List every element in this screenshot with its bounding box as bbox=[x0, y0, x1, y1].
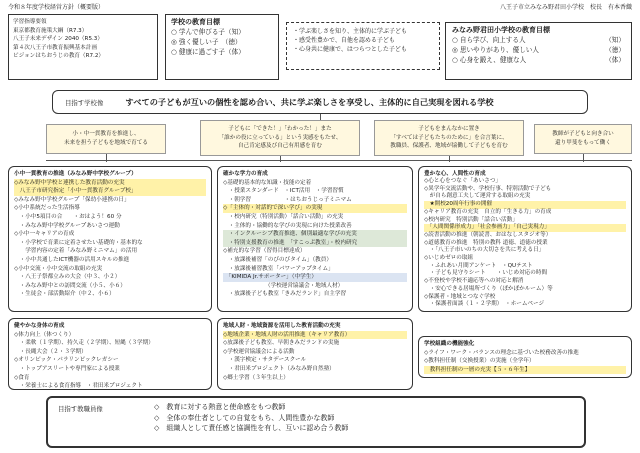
vision-text: すべての子どもが互いの個性を認め合い、共に学ぶ楽しさを享受し、主体的に自己実現を図れる学校 bbox=[125, 96, 494, 107]
connector-line bbox=[449, 156, 450, 162]
teacher-item: ◇ 組織人として責任感と協調性を有し、互いに認め合う教師 bbox=[154, 424, 349, 432]
kimita-goals-box bbox=[445, 22, 632, 80]
connector-line bbox=[583, 154, 584, 162]
theme-box: 小・中一貫教育を推進し、 未来を担う子どもを地域で育てる bbox=[46, 124, 166, 154]
section-title: 確かな学力の育成 bbox=[223, 171, 268, 177]
aspiration-item: ・心身共に健康で、はつらつとした子ども bbox=[293, 46, 407, 53]
policy-item: 東京都教育施策大綱（R7.3） bbox=[13, 27, 88, 34]
teacher-item: ◇ 教育に対する熱意と使命感をもつ教師 bbox=[154, 403, 286, 411]
teacher-label: 目指す教職員像 bbox=[58, 405, 103, 413]
section-ikkan: 小中一貫教育の推進（みなみ野中学校グループ） ◇みなみ野中学校と連携した教育活動の充実 八王子市研究指定「小中一貫教育グループ校」 ◇みなみ野中学校グループ「保幼小連携の日」 ◇小中系統だった生活指導 ・小中5項目の合 ・おはよう！60 分 ・みなみ野中学校グループあいさつ運動 ◇小中一キャリアの育成 ・小学校で育業に定着させたい基礎的・基本的な 学習内容の定着「みなみ野ミニマム」の活用 ・小中共通したICT機器の活用スキルの推進 ◇小中交流・小中交流の取組の充実 ・八王子祭都立みの大会（中３、小２） ・みなみ野中との訪問交流（小５、小６） ・生徒会・部活動紹介（中２、小６） bbox=[8, 166, 212, 312]
connector-line bbox=[320, 114, 321, 120]
kimita-goal-item: ◎ 思いやりがあり、優しい人 （徳） bbox=[452, 46, 625, 54]
school-vision-bar bbox=[52, 90, 588, 114]
connector-line bbox=[46, 160, 632, 161]
section-karada: 健やかな身体の育成 ◇体力向上（体つくり） ・柔軟（１学期）、持久走（２学期）、短縄（３学期） ・長縄大会（２・３学期） ◇オリンピック・パラリンピックレガシー ・トップアスリートや専門家による授業 ◇食育 ・栄養士による食育指導 ・君田米プロジェクト bbox=[8, 318, 212, 390]
aspiration-item: ・学ぶ楽しさを知り、主体的に学ぶ子ども bbox=[293, 28, 408, 35]
kimita-goal-item: ○ 自ら学び、向上する人 （知） bbox=[452, 36, 625, 44]
section-chiiki: 地域人財・地域資源を活用した教育活動の充実 ◇地域企業・地域人財の活用推進（キャリア教育） ◇放課後子ども教室、早朝きみだランドの実施 ◇学校運営協議会による活動 ・漢字検定・サタデースクール ・君田米プロジェクト（みなみ野自然塾） ◇郷土学習（３年生以上） bbox=[217, 318, 413, 390]
teacher-ideal-box bbox=[46, 396, 586, 448]
school-goals-box bbox=[165, 14, 279, 80]
aspirations-box bbox=[286, 22, 440, 70]
school-principal: 八王子市立みなみ野君田小学校 校長 有本香織 bbox=[499, 4, 632, 11]
kimita-goals-title: みなみ野君田小学校の教育目標 bbox=[452, 26, 550, 34]
section-gakuryoku: 確かな学力の育成 ◇基礎的基本的な知識・技能の定着 ・授業スタンダード ・ICT活用 ・学習習慣 ・朝学習 ・はちおうじっ子ミニマム ◇「主体的・対話的で深い学び」の実現 ・校内研究（特別活動）「話合い活動」の充実 ・主体的・協働的な学びの実現に向けた授業改善 ・インクルーシブ教育推進、個別最適な学びの充実 ・特別支援教育の推進 「すこっぷ教室」・校内研究 ◇補充的な学習（習得目標達成） ・放課後補習「のびのびタイム」（教員） ・放課後補習教室「パワーアップタイム」 「KIMIDA Jr.サポーター」（中学生） （学校運営協議会・地域人材） ・放課後子ども教室「きみだランド」自主学習 bbox=[217, 166, 413, 312]
connector-line bbox=[106, 154, 107, 162]
document-title: 令和８年度学校経営方針（概要版） bbox=[8, 4, 105, 11]
section-kokoro: 豊かな心、人間性の育成 ◇心と心をつなぐ「あいさつ」 ◇異学年交流活動や、学校行事、特別活動で子ども が自ら創意工夫して運営する取組の充実 ★開校20周年行事の開催 ◇キャリア教育の充実 自立的「生きる力」の育成 ◇校内研究 特別活動「話合い活動」 「人間関係形成力」「社会参画力」「自己実現力」 ◇読書活動の推進（朝読書、おはなしスタジオ等） ◇道徳教育の推進 特別の教科 道徳、道徳の授業 ・「八王子市いのちの大切さを共に考える日」 ◇いじめゼロの取組 ・ふれあい月間アンケート ・QUテスト ・子ども見守りシート ・いじめ対応の時間 ◇不登校や学校不適応等への対応と解消 ・安心できる居場所づくり（ぽかぽかルーム）等 ◇保護者・地域とつなぐ学校 ・保護者面談（１・２学期） ・ホームページ bbox=[418, 166, 632, 312]
vision-label: 目指す学校像 bbox=[65, 98, 104, 107]
policy-item: ビジョンはちおうじの教育（R7.2） bbox=[13, 53, 104, 60]
theme-box: 子どもをまんなかに置き 「すべては子どもたちのために」を合言葉に、 教職員、保護者、地域が協働して子どもを育む bbox=[374, 120, 524, 156]
section-title: 地域人財・地域資源を活用した教育活動の充実 bbox=[223, 323, 341, 329]
theme-box: 子どもに「できた！」「わかった！」また 「誰かの役に立っている」という実感をもたせ、 自己肯定感及び自己有用感を育む bbox=[200, 120, 360, 156]
school-goal-item: ○ 健康に過ごす子（体） bbox=[171, 48, 245, 56]
section-soshiki: 学校組織の機能強化 ◇ライフ・ワーク・バランスの理念に基づいた校務改善の推進 ◇教科担任制（交換授業）の実施（全学年） 教科担任制の一層の充実【５・６年生】 bbox=[418, 336, 632, 378]
policy-item: 第４次八王子市教育振興基本計画 bbox=[13, 44, 97, 51]
theme-box: 教師が子どもと向き合い 還り甲斐をもって働く bbox=[534, 124, 632, 154]
school-goal-item: ○ 学んで伸びる子（知） bbox=[171, 28, 245, 36]
kimita-goal-item: ○ 心身を鍛え、健康な人 （体） bbox=[452, 56, 625, 64]
teacher-item: ◇ 全体の奉仕者としての自覚をもち、人間性豊かな教師 bbox=[154, 413, 335, 422]
aspiration-item: ・感受性豊かで、自他を認める子ども bbox=[293, 37, 395, 44]
policy-item: 八王子未来デザイン 2040（R5.3） bbox=[13, 36, 103, 43]
section-title: 学校組織の機能強化 bbox=[424, 341, 475, 347]
connector-line bbox=[280, 156, 281, 162]
policy-item: 学習指導要領 bbox=[13, 19, 47, 25]
policy-list bbox=[8, 14, 158, 80]
school-goal-item: ◎ 強く優しい子 （徳） bbox=[171, 38, 242, 46]
section-title: 豊かな心、人間性の育成 bbox=[424, 171, 486, 177]
section-title: 健やかな身体の育成 bbox=[14, 323, 65, 329]
school-goals-title: 学校の教育目標 bbox=[171, 18, 220, 26]
section-title: 小中一貫教育の推進（みなみ野中学校グループ） bbox=[14, 171, 137, 177]
